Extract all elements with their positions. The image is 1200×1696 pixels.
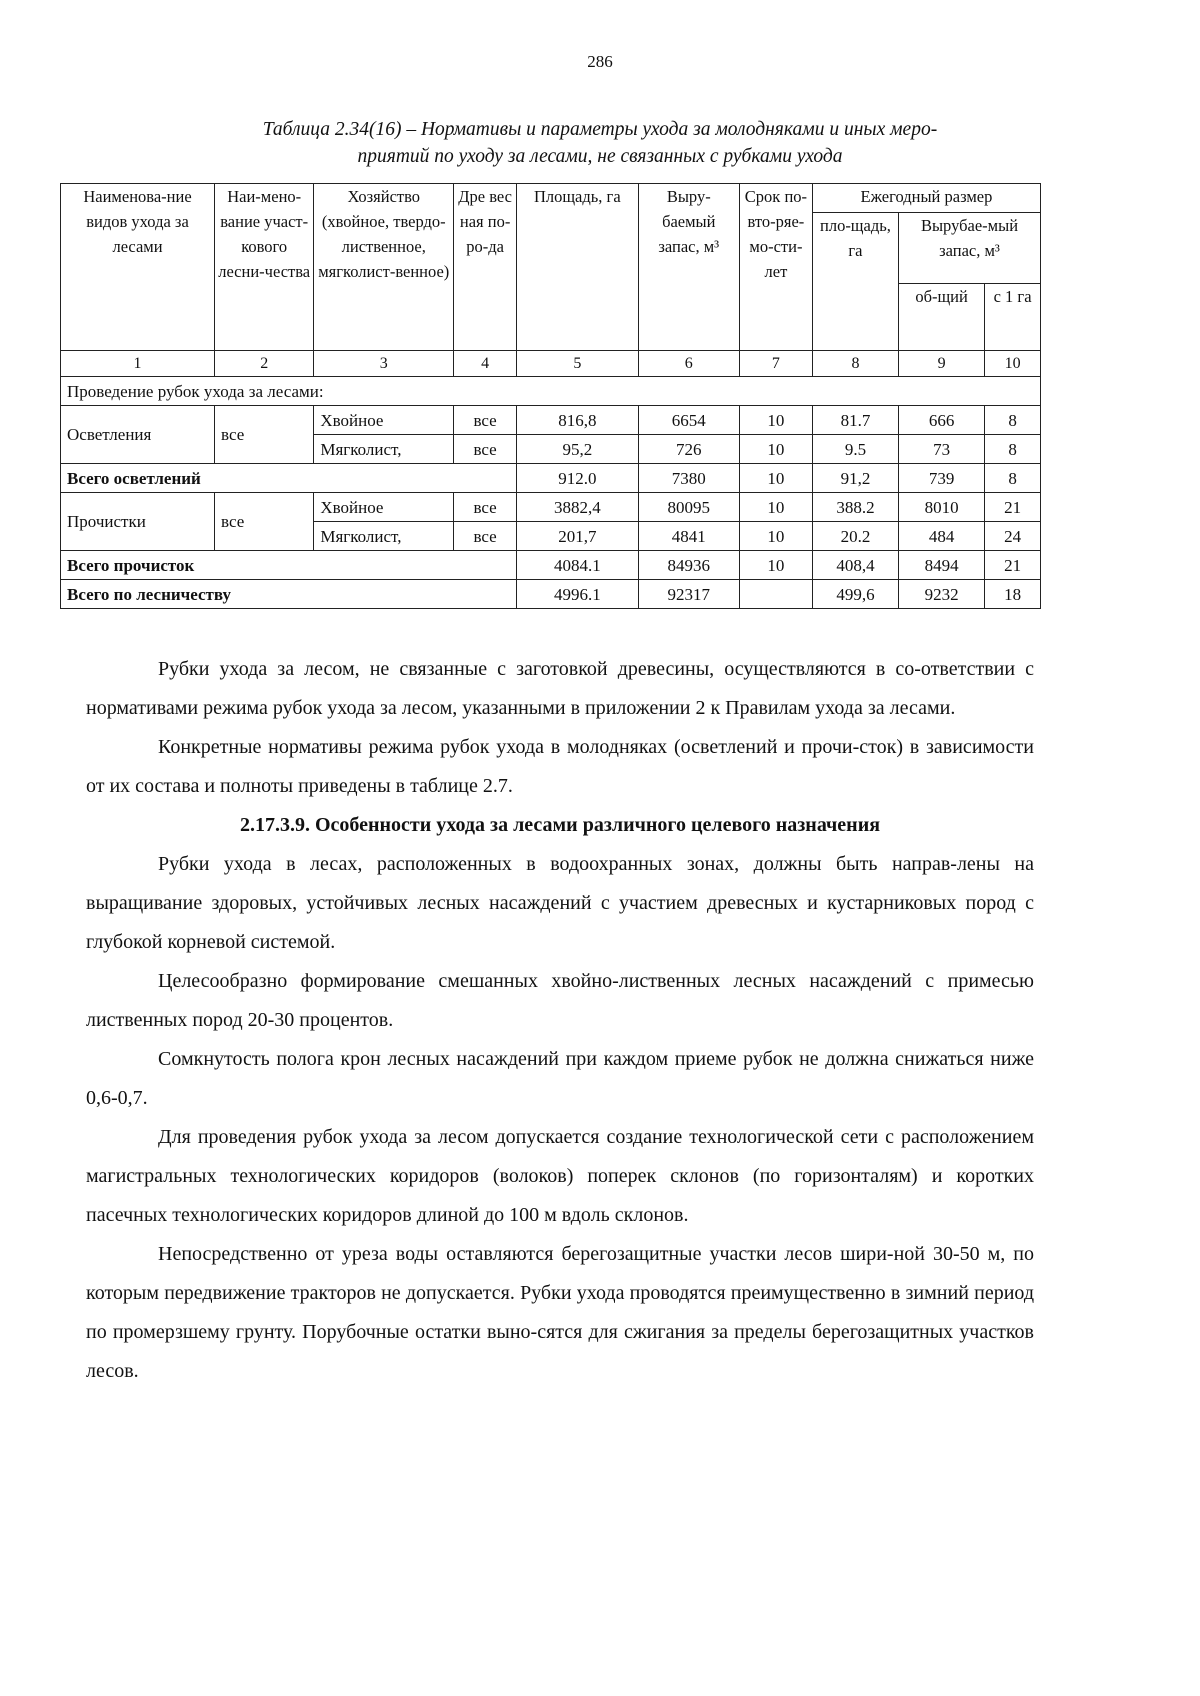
per-ha-cell: 18 bbox=[985, 580, 1041, 609]
period-cell: 10 bbox=[739, 406, 812, 435]
forestry-cell: все bbox=[215, 493, 314, 551]
farm-cell: Мягколист, bbox=[314, 435, 454, 464]
species-cell: все bbox=[454, 522, 517, 551]
paragraph: Конкретные нормативы режима рубок ухода в молодняках (осветлений и прочи-сток) в зависимости от их состава и полноты приведены в таблице 2.7. bbox=[86, 736, 1034, 797]
annual-total-cell: 739 bbox=[899, 464, 985, 493]
stock-cell: 80095 bbox=[638, 493, 739, 522]
header-forestry: Наи-мено-вание участ-кового лесни-чества bbox=[215, 184, 314, 351]
paragraph: Целесообразно формирование смешанных хвойно-лиственных лесных насаждений с примесью лиственных пород 20-30 процентов. bbox=[86, 970, 1034, 1031]
area-cell: 816,8 bbox=[517, 406, 639, 435]
annual-area-cell: 91,2 bbox=[812, 464, 898, 493]
stock-cell: 92317 bbox=[638, 580, 739, 609]
paragraph: Сомкнутость полога крон лесных насаждений при каждом приеме рубок не должна снижаться ниже 0,6-0,7. bbox=[86, 1048, 1034, 1109]
header-annual-group: Ежегодный размер bbox=[812, 184, 1040, 213]
column-number: 9 bbox=[899, 351, 985, 377]
farm-cell: Мягколист, bbox=[314, 522, 454, 551]
column-number: 3 bbox=[314, 351, 454, 377]
column-number: 7 bbox=[739, 351, 812, 377]
caption-line-2: приятий по уходу за лесами, не связанных с рубками ухода bbox=[357, 146, 843, 167]
area-cell: 912.0 bbox=[517, 464, 639, 493]
total-row bbox=[61, 551, 1041, 580]
per-ha-cell: 8 bbox=[985, 464, 1041, 493]
farm-cell: Хвойное bbox=[314, 493, 454, 522]
section-title-row: Проведение рубок ухода за лесами: bbox=[61, 377, 1041, 406]
stock-cell: 726 bbox=[638, 435, 739, 464]
header-period: Срок по-вто-ряе-мо-сти-лет bbox=[739, 184, 812, 351]
column-number: 1 bbox=[61, 351, 215, 377]
header-species: Дре вес ная по-ро-да bbox=[454, 184, 517, 351]
header-annual-area: пло-щадь, га bbox=[812, 213, 898, 351]
header-annual-total: об-щий bbox=[899, 284, 985, 351]
period-cell: 10 bbox=[739, 551, 812, 580]
species-cell: все bbox=[454, 435, 517, 464]
annual-area-cell: 388.2 bbox=[812, 493, 898, 522]
annual-total-cell: 73 bbox=[899, 435, 985, 464]
annual-total-cell: 8010 bbox=[899, 493, 985, 522]
total-row bbox=[61, 464, 1041, 493]
paragraph: Рубки ухода за лесом, не связанные с заготовкой древесины, осуществляются в со-ответствии с нормативами режима рубок ухода за лесом, указанными в приложении 2 к Правилам ухода за лесами. bbox=[86, 658, 1034, 719]
column-number: 4 bbox=[454, 351, 517, 377]
column-number: 2 bbox=[215, 351, 314, 377]
period-cell: 10 bbox=[739, 522, 812, 551]
header-annual-stock-group: Вырубае-мый запас, м³ bbox=[899, 213, 1041, 284]
grand-total-row bbox=[61, 580, 1041, 609]
stock-cell: 84936 bbox=[638, 551, 739, 580]
species-cell: все bbox=[454, 406, 517, 435]
annual-area-cell: 81.7 bbox=[812, 406, 898, 435]
per-ha-cell: 21 bbox=[985, 493, 1041, 522]
area-cell: 3882,4 bbox=[517, 493, 639, 522]
header-care-type: Наименова-ние видов ухода за лесами bbox=[61, 184, 215, 351]
area-cell: 4996.1 bbox=[517, 580, 639, 609]
section-heading: 2.17.3.9. Особенности ухода за лесами различного целевого назначения bbox=[239, 814, 881, 836]
column-number: 5 bbox=[517, 351, 639, 377]
table-caption bbox=[120, 116, 1080, 170]
stock-cell: 6654 bbox=[638, 406, 739, 435]
stock-cell: 4841 bbox=[638, 522, 739, 551]
total-label-cell: Всего осветлений bbox=[61, 464, 517, 493]
header-stock: Выру-баемый запас, м³ bbox=[638, 184, 739, 351]
annual-area-cell: 499,6 bbox=[812, 580, 898, 609]
paragraph: Рубки ухода в лесах, расположенных в водоохранных зонах, должны быть направ-лены на выращивание здоровых, устойчивых лесных насаждений с участием древесных и кустарниковых пород с глубокой корневой системой. bbox=[86, 853, 1034, 953]
annual-area-cell: 408,4 bbox=[812, 551, 898, 580]
care-standards-table bbox=[60, 183, 1041, 609]
annual-area-cell: 9.5 bbox=[812, 435, 898, 464]
column-number: 10 bbox=[985, 351, 1041, 377]
per-ha-cell: 8 bbox=[985, 406, 1041, 435]
header-farm: Хозяйство (хвойное, твердо-лиственное, мягколист-венное) bbox=[314, 184, 454, 351]
header-per-ha: с 1 га bbox=[985, 284, 1041, 351]
header-area: Площадь, га bbox=[517, 184, 639, 351]
farm-cell: Хвойное bbox=[314, 406, 454, 435]
annual-total-cell: 9232 bbox=[899, 580, 985, 609]
grand-total-label-cell: Всего по лесничеству bbox=[61, 580, 517, 609]
column-number: 8 bbox=[812, 351, 898, 377]
per-ha-cell: 8 bbox=[985, 435, 1041, 464]
species-cell: все bbox=[454, 493, 517, 522]
period-cell: 10 bbox=[739, 464, 812, 493]
stock-cell: 7380 bbox=[638, 464, 739, 493]
area-cell: 201,7 bbox=[517, 522, 639, 551]
paragraph: Непосредственно от уреза воды оставляются берегозащитные участки лесов шири-ной 30-50 м, по которым передвижение тракторов не допускается. Рубки ухода проводятся преимущественно в зимний период по промерзшему грунту. Порубочные остатки выно-сятся для сжигания за пределы берегозащитных участков лесов. bbox=[86, 1243, 1034, 1382]
care-type-cell: Прочистки bbox=[61, 493, 215, 551]
body-text bbox=[86, 650, 1034, 1391]
annual-total-cell: 8494 bbox=[899, 551, 985, 580]
period-cell bbox=[739, 580, 812, 609]
annual-total-cell: 484 bbox=[899, 522, 985, 551]
page-number: 286 bbox=[587, 52, 613, 71]
period-cell: 10 bbox=[739, 435, 812, 464]
annual-area-cell: 20.2 bbox=[812, 522, 898, 551]
forestry-cell: все bbox=[215, 406, 314, 464]
caption-line-1: Таблица 2.34(16) – Нормативы и параметры ухода за молодняками и иных меро- bbox=[262, 119, 938, 140]
per-ha-cell: 24 bbox=[985, 522, 1041, 551]
per-ha-cell: 21 bbox=[985, 551, 1041, 580]
table-row bbox=[61, 406, 1041, 435]
table-row bbox=[61, 493, 1041, 522]
annual-total-cell: 666 bbox=[899, 406, 985, 435]
area-cell: 95,2 bbox=[517, 435, 639, 464]
paragraph: Для проведения рубок ухода за лесом допускается создание технологической сети с расположением магистральных технологических коридоров (волоков) поперек склонов (по горизонталям) и коротких пасечных технологических коридоров длиной до 100 м вдоль склонов. bbox=[86, 1126, 1034, 1226]
care-type-cell: Осветления bbox=[61, 406, 215, 464]
period-cell: 10 bbox=[739, 493, 812, 522]
area-cell: 4084.1 bbox=[517, 551, 639, 580]
total-label-cell: Всего прочисток bbox=[61, 551, 517, 580]
column-number: 6 bbox=[638, 351, 739, 377]
